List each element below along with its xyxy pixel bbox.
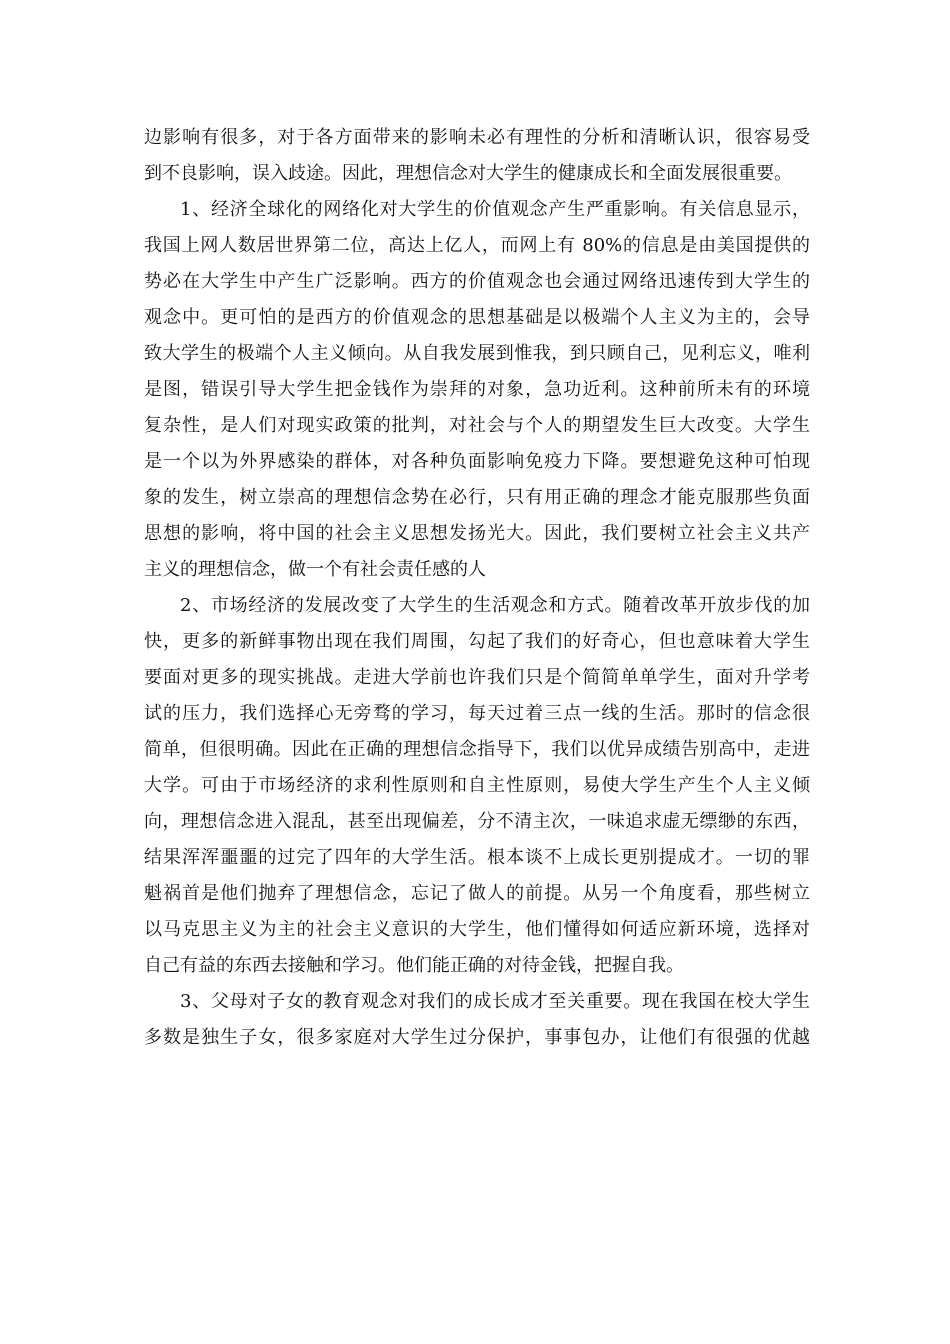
text-line: 边影响有很多，对于各方面带来的影响未必有理性的分析和清晰认识，很容易受 — [144, 127, 810, 148]
text-line: 是图，错误引导大学生把金钱作为崇拜的对象，急功近利。这种前所未有的环境 — [144, 379, 810, 400]
text-line: 大学。可由于市场经济的求利性原则和自主性原则，易使大学生产生个人主义倾 — [144, 775, 810, 796]
text-line: 观念中。更可怕的是西方的价值观念的思想基础是以极端个人主义为主的，会导 — [144, 307, 810, 328]
text-line: 致大学生的极端个人主义倾向。从自我发展到惟我，到只顾自己，见利忘义，唯利 — [144, 343, 810, 364]
document-body — [144, 120, 810, 1056]
text-line: 简单，但很明确。因此在正确的理想信念指导下，我们以优异成绩告别高中，走进 — [144, 739, 810, 760]
text-line: 要面对更多的现实挑战。走进大学前也许我们只是个简简单单学生，面对升学考 — [144, 667, 810, 688]
paragraph-3-first-line: 3、父母对子女的教育观念对我们的成长成才至关重要。现在我国在校大学生 — [180, 991, 810, 1012]
text-line: 多数是独生子女，很多家庭对大学生过分保护，事事包办，让他们有很强的优越 — [144, 1027, 810, 1048]
text-line: 魁祸首是他们抛弃了理想信念，忘记了做人的前提。从另一个角度看，那些树立 — [144, 883, 810, 904]
text-line: 主义的理想信念，做一个有社会责任感的人 — [144, 559, 486, 580]
text-line: 结果浑浑噩噩的过完了四年的大学生活。根本谈不上成长更别提成才。一切的罪 — [144, 847, 810, 868]
text-line: 象的发生，树立崇高的理想信念势在必行，只有用正确的理念才能克服那些负面 — [144, 487, 810, 508]
text-line: 思想的影响，将中国的社会主义思想发扬光大。因此，我们要树立社会主义共产 — [144, 523, 810, 544]
text-line: 到不良影响，误入歧途。因此，理想信念对大学生的健康成长和全面发展很重要。 — [144, 163, 792, 184]
text-line: 复杂性，是人们对现实政策的批判，对社会与个人的期望发生巨大改变。大学生 — [144, 415, 810, 436]
text-line: 是一个以为外界感染的群体，对各种负面影响免疫力下降。要想避免这种可怕现 — [144, 451, 810, 472]
paragraph-2-first-line: 2、市场经济的发展改变了大学生的生活观念和方式。随着改革开放步伐的加 — [180, 595, 810, 616]
text-line: 自己有益的东西去接触和学习。他们能正确的对待金钱，把握自我。 — [144, 955, 684, 976]
text-line: 快，更多的新鲜事物出现在我们周围，勾起了我们的好奇心，但也意味着大学生 — [144, 631, 810, 652]
text-line: 我国上网人数居世界第二位，高达上亿人，而网上有 80%的信息是由美国提供的 — [144, 235, 810, 256]
text-line: 向，理想信念进入混乱，甚至出现偏差，分不清主次，一味追求虚无缥缈的东西， — [144, 811, 810, 832]
paragraph-1-first-line: 1、经济全球化的网络化对大学生的价值观念产生严重影响。有关信息显示， — [180, 199, 810, 220]
text-line: 以马克思主义为主的社会主义意识的大学生，他们懂得如何适应新环境，选择对 — [144, 919, 810, 940]
text-line: 试的压力，我们选择心无旁骛的学习，每天过着三点一线的生活。那时的信念很 — [144, 703, 810, 724]
text-line: 势必在大学生中产生广泛影响。西方的价值观念也会通过网络迅速传到大学生的 — [144, 271, 810, 292]
